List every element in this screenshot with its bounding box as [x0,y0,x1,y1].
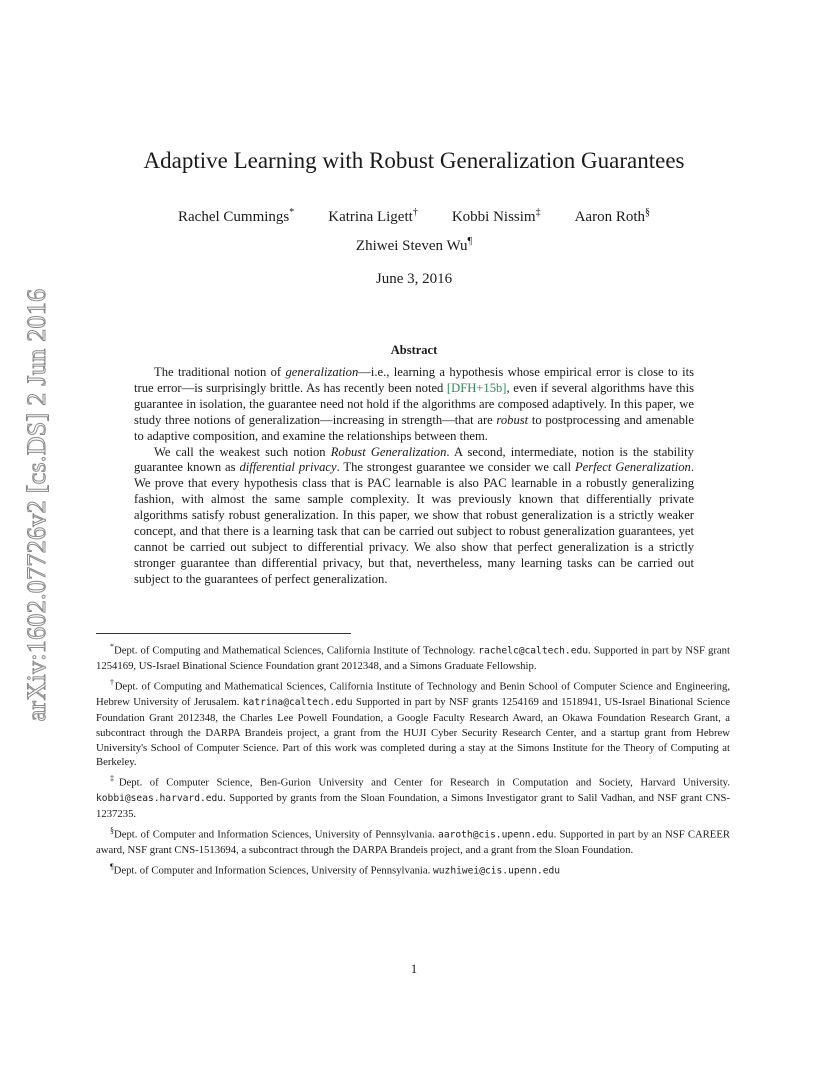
email-link[interactable]: rachelc@caltech.edu [478,645,589,657]
page-number: 1 [410,961,418,976]
footnote-3: ‡Dept. of Computer Science, Ben-Gurion University and Center for Research in Computation and Society, Harvard University. kobbi@seas.harvard.edu. Supported by grants from the Sloan Foundation, a Simons Investigator grant to Salil Vadhan, and NSF grant CNS-1237235. [96,774,730,820]
paper-title: Adaptive Learning with Robust Generalization Guarantees [143,148,685,173]
abstract-body [134,365,694,588]
abstract-heading: Abstract [390,343,438,357]
citation-link[interactable]: [DFH+15b] [446,380,507,395]
author-list-line2 [0,236,828,255]
email-link[interactable]: kobbi@seas.harvard.edu [96,792,224,804]
publication-date: June 3, 2016 [375,271,453,287]
arxiv-identifier[interactable]: arXiv:1602.07726v2 [cs.DS] 2 Jun 2016 [22,288,51,722]
author-4: Aaron Roth§ [574,207,650,225]
author-list [0,207,828,226]
author-2: Katrina Ligett† [328,207,418,225]
arxiv-sidebar-stamp [20,270,54,740]
abstract-paragraph-1: The traditional notion of generalization—i.e., learning a hypothesis whose empirical error is close to its true error—is surprisingly brittle. As has recently been noted [DFH+15b], even if several algorithms have this guarantee in isolation, the guarantee need not hold if the algorithms are composed adaptively. In this paper, we study three notions of generalization—increasing in strength—that are robust to postprocessing and amenable to adaptive composition, and examine the relationships between them. [134,365,694,443]
footnote-divider [96,633,351,634]
abstract-paragraph-2: We call the weakest such notion Robust Generalization. A second, intermediate, notion is the stability guarantee known as differential privacy. The strongest guarantee we consider we call Perfect Generalization. We prove that every hypothesis class that is PAC learnable is also PAC learnable in a robustly generalizing fashion, with almost the same sample complexity. It was previously known that differentially private algorithms satisfy robust generalization. In this paper, we show that robust generalization is a strictly weaker concept, and that there is a learning task that can be carried out subject to robust generalization guarantees, yet cannot be carried out subject to differential privacy. We also show that perfect generalization is a strictly stronger guarantee than differential privacy, but that, nevertheless, many learning tasks can be carried out subject to the guarantees of perfect generalization. [134,444,694,586]
footnotes [96,640,730,882]
footnote-5: ¶Dept. of Computer and Information Sciences, University of Pennsylvania. wuzhiwei@cis.upenn.edu [110,862,561,877]
author-5: Zhiwei Steven Wu¶ [355,236,473,254]
email-link[interactable]: aaroth@cis.upenn.edu [438,829,554,841]
email-link[interactable]: wuzhiwei@cis.upenn.edu [433,865,561,877]
footnote-2: †Dept. of Computing and Mathematical Sciences, California Institute of Technology and Benin School of Computer Science and Engineering, Hebrew University of Jerusalem. katrina@caltech.edu Supported in part by NSF grants 1254169 and 1518941, US-Israel Binational Science Foundation Grant 2012348, the Charles Lee Powell Foundation, a Google Faculty Research Award, an Okawa Foundation Research Grant, a subcontract through the DARPA Brandeis project, a grant from the HUJI Cyber Security Research Center, and a startup grant from Hebrew University's School of Computer Science. Part of this work was completed during a stay at the Simons Institute for the Theory of Computing at Berkeley. [96,678,730,769]
author-1: Rachel Cummings* [178,207,295,225]
email-link[interactable]: katrina@caltech.edu [242,696,353,708]
footnote-4: §Dept. of Computer and Information Sciences, University of Pennsylvania. aaroth@cis.upenn.edu. Supported in part by an NSF CAREER award, NSF grant CNS-1513694, a subcontract through the DARPA Brandeis project, and a grant from the Sloan Foundation. [96,825,730,857]
footnote-1: *Dept. of Computing and Mathematical Sciences, California Institute of Technology. rachelc@caltech.edu. Supported in part by NSF grant 1254169, US-Israel Binational Science Foundation grant 2012348, and a Simons Graduate Fellowship. [96,642,730,673]
author-3: Kobbi Nissim‡ [451,207,541,225]
